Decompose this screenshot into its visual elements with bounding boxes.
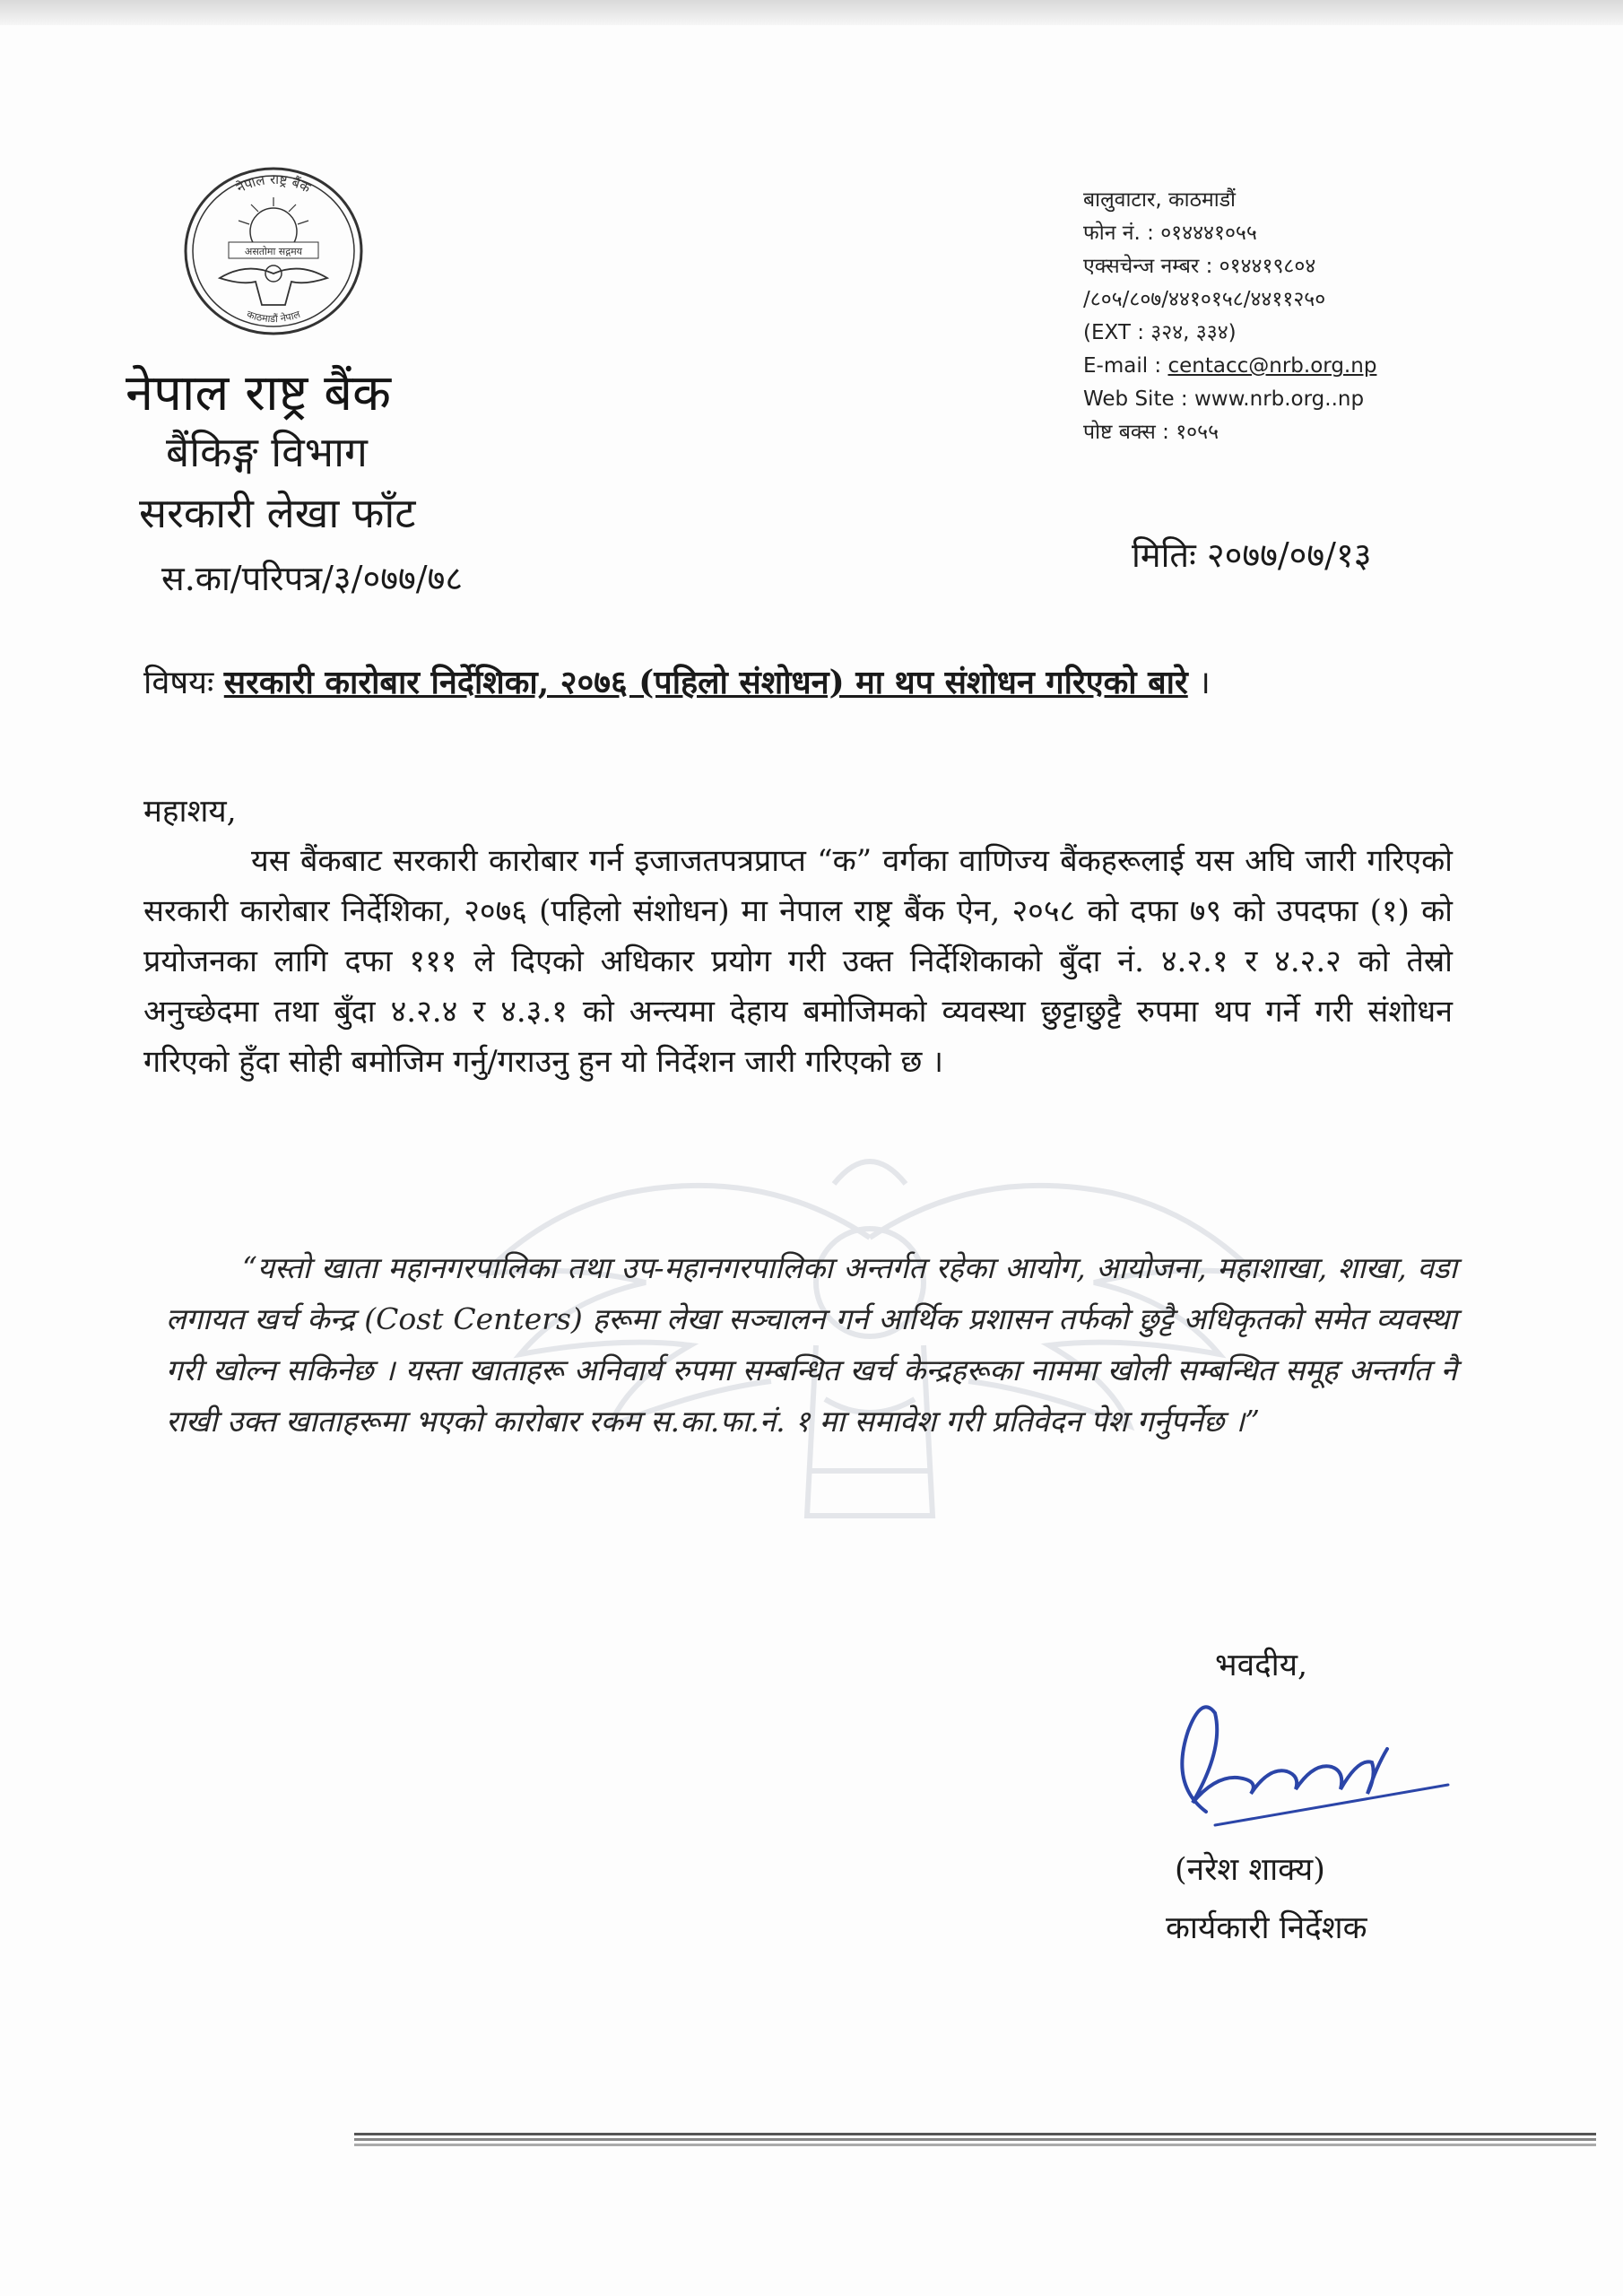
contact-pobox: पोष्ट बक्स : १०५५	[1083, 421, 1219, 444]
quoted-amendment: “यस्तो खाता महानगरपालिका तथा उप-महानगरपालिका अन्तर्गत रहेका आयोग, आयोजना, महाशाखा, शाखा, वडा लगायत खर्च केन्द्र (Cost Centers) हरूमा लेखा सञ्चालन गर्न आर्थिक प्रशासन तर्फको छुट्टै अधिकृतको समेत व्यवस्था गरी खोल्न सकिनेछ । यस्ता खाताहरू अनिवार्य रुपमा सम्बन्धित खर्च केन्द्रहरूका नाममा खोली सम्बन्धित समूह अन्तर्गत नै राखी उक्त खाताहरूमा भएको कारोबार रकम स.का.फा.नं. १ मा समावेश गरी प्रतिवेदन पेश गर्नुपर्नेछ ।”	[166, 1250, 1457, 1439]
scan-top-edge	[0, 0, 1623, 25]
unit-name: सरकारी लेखा फाँट	[139, 489, 416, 537]
svg-text:नेपाल राष्ट्र बैंक	[234, 171, 314, 196]
bank-seal-logo	[179, 161, 368, 341]
body-paragraph: यस बैंकबाट सरकारी कारोबार गर्न इजाजतपत्रप्राप्त “क” वर्गका वाणिज्य बैंकहरूलाई यस अघि जारी गरिएको सरकारी कारोबार निर्देशिका, २०७६ (पहिलो संशोधन) मा नेपाल राष्ट्र बैंक ऐन, २०५८ को दफा ७९ को उपदफा (१) को प्रयोजनका लागि दफा १११ ले दिएको अधिकार प्रयोग गरी उक्त निर्देशिकाको बुँदा नं. ४.२.१ र ४.२.२ को तेस्रो अनुच्छेदमा तथा बुँदा ४.२.४ र ४.३.१ को अन्त्यमा देहाय बमोजिमको व्यवस्था छुट्टाछुट्टै रुपमा थप गर्ने गरी संशोधन गरिएको हुँदा सोही बमोजिम गर्नु/गराउनु हुन यो निर्देशन जारी गरिएको छ ।	[143, 843, 1453, 1080]
contact-exchange: एक्सचेन्ज नम्बर : ०१४४१९८०४	[1083, 255, 1316, 278]
contact-address: बालुवाटार, काठमाडौं	[1083, 188, 1236, 212]
seal-text-bottom: काठमाडौं नेपाल	[245, 308, 302, 326]
contact-ext: (EXT : ३२४, ३३४)	[1083, 321, 1237, 344]
contact-email-label: E-mail :	[1083, 354, 1168, 378]
contact-website: Web Site : www.nrb.org..np	[1083, 387, 1365, 411]
signer-title: कार्यकारी निर्देशक	[1166, 1910, 1367, 1946]
footer-rule	[354, 2133, 1596, 2149]
subject-text: सरकारी कारोबार निर्देशिका, २०७६ (पहिलो संशोधन) मा थप संशोधन गरिएको बारे	[223, 664, 1188, 701]
signer-name: (नरेश शाक्य)	[1175, 1852, 1325, 1888]
valediction: भवदीय,	[1215, 1648, 1308, 1683]
handwritten-signature	[1152, 1677, 1466, 1848]
subject-label: विषयः	[143, 665, 214, 701]
seal-text-top: नेपाल राष्ट्र बैंक	[233, 170, 314, 196]
contact-email-link[interactable]: centacc@nrb.org.np	[1167, 354, 1377, 378]
salutation: महाशय,	[143, 794, 237, 830]
subject-line	[143, 659, 1211, 703]
contact-email-row	[1083, 350, 1376, 383]
subject-end: ।	[1198, 665, 1211, 701]
contact-phone: फोन नं. : ०१४४४१०५५	[1083, 222, 1257, 245]
svg-text:काठमाडौं नेपाल	[246, 309, 302, 326]
letter-date: मितिः २०७७/०७/१३	[1132, 535, 1372, 575]
contact-block	[1083, 184, 1376, 449]
contact-exchange-more: /८०५/८०७/४४१०१५८/४४११२५०	[1083, 288, 1326, 311]
organization-name: नेपाल राष्ट्र बैंक	[126, 364, 392, 422]
reference-number: स.का/परिपत्र/३/०७७/७८	[161, 559, 464, 598]
department-name: बैंकिङ्ग विभाग	[166, 428, 368, 476]
seal-motto: असतोमा सद्गमय	[244, 246, 303, 257]
